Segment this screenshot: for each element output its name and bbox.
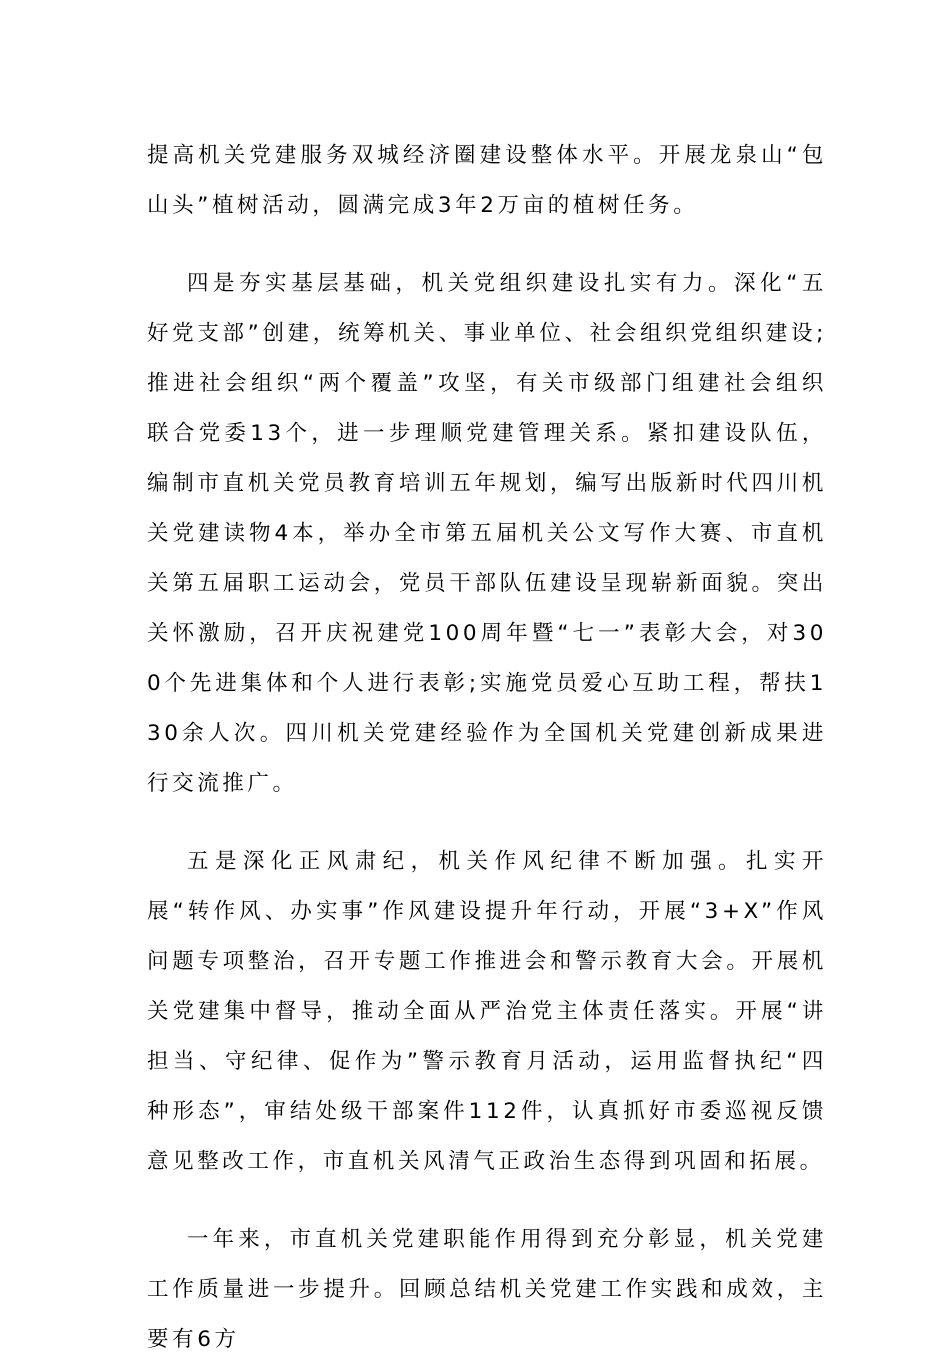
paragraph-gap <box>147 231 827 259</box>
paragraph-summary: 一年来，市直机关党建职能作用得到充分彰显，机关党建工作质量进一步提升。回顾总结机关党建工作实践和成效，主要有6方 <box>147 1227 827 1352</box>
paragraph-discipline: 五是深化正风肃纪，机关作风纪律不断加强。扎实开展“转作风、办实事”作风建设提升年行动，开展“3+X”作风问题专项整治，召开专题工作推进会和警示教育大会。开展机关党建集中督导，推动全面从严治党主体责任落实。开展“讲担当、守纪律、促作为”警示教育月活动，运用监督执纪“四种形态”，审结处级干部案件112件，认真抓好市委巡视反馈意见整改工作，市直机关风清气正政治生态得到巩固和拓展。 <box>147 849 827 1174</box>
paragraph-gap <box>147 1187 827 1215</box>
paragraph-grassroots: 四是夯实基层基础，机关党组织建设扎实有力。深化“五好党支部”创建，统筹机关、事业单位、社会组织党组织建设;推进社会组织“两个覆盖”攻坚，有关市级部门组建社会组织联合党委13个，进一步理顺党建管理关系。紧扣建设队伍，编制市直机关党员教育培训五年规划，编写出版新时代四川机关党建读物4本，举办全市第五届机关公文写作大赛、市直机关第五届职工运动会，党员干部队伍建设呈现崭新面貌。突出关怀激励，召开庆祝建党100周年暨“七一”表彰大会，对300个先进集体和个人进行表彰;实施党员爱心互助工程，帮扶130余人次。四川机关党建经验作为全国机关党建创新成果进行交流推广。 <box>147 271 827 796</box>
paragraph-continuation: 提高机关党建服务双城经济圈建设整体水平。开展龙泉山“包山头”植树活动，圆满完成3年2万亩的植树任务。 <box>147 143 827 218</box>
document-body <box>147 131 827 1365</box>
paragraph-gap <box>147 809 827 837</box>
